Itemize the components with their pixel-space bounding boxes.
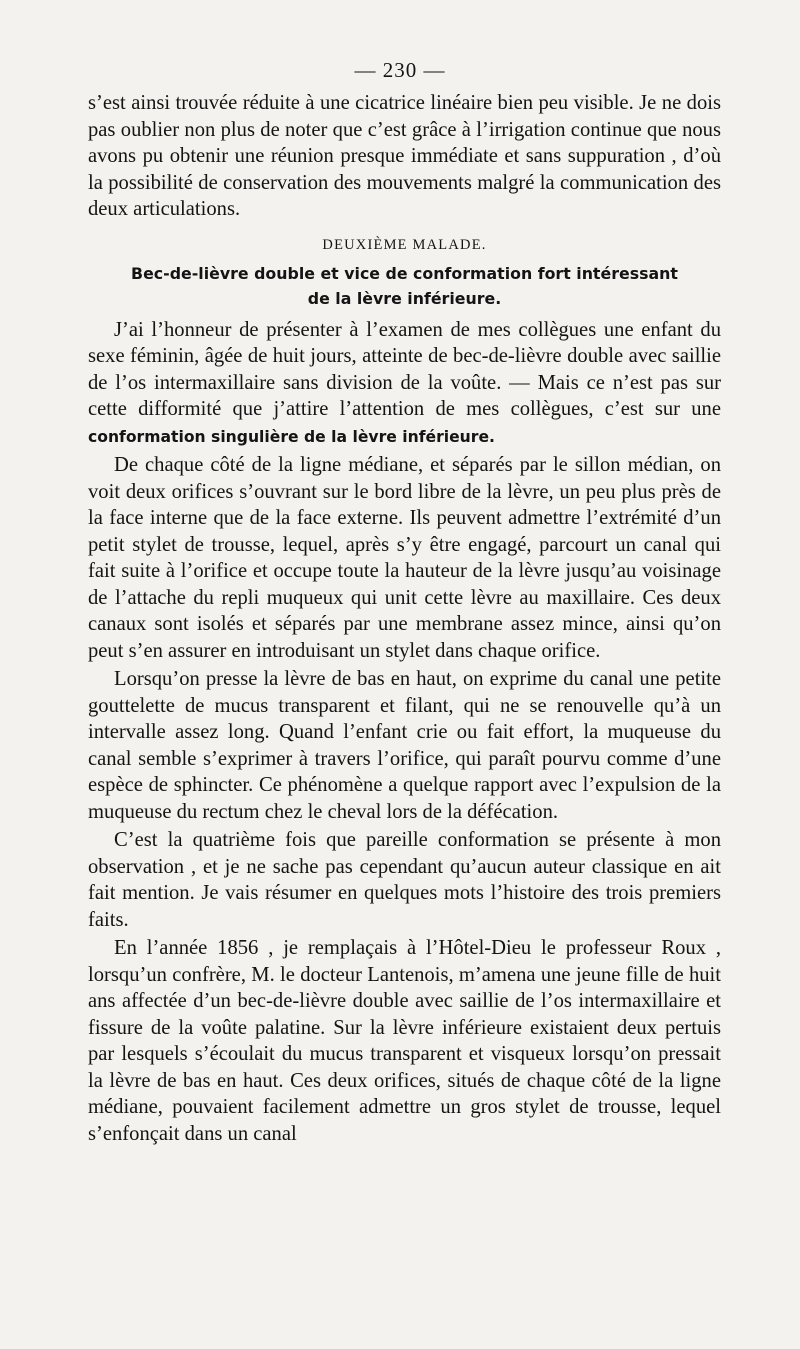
- paragraph-continuation: s’est ainsi trouvée réduite à une cicatrice linéaire bien peu visible. Je ne dois pas oublier non plus de noter que c’est grâce à l’irrigation continue que nous avons pu obtenir une réunion presque immédiate et sans suppuration , d’où la possibilité de conservation des mouvements malgré la communication des deux articulations.: [88, 92, 721, 220]
- section-header: DEUXIÈME MALADE.: [322, 236, 487, 253]
- paragraph-history: C’est la quatrième fois que pareille conformation se présente à mon observation , et je ne sache pas cependant qu’aucun auteur classique en ait fait mention. Je vais résumer en quelques mots l’histoire des trois premiers faits.: [88, 829, 721, 931]
- paragraph-description: De chaque côté de la ligne médiane, et séparés par le sillon médian, on voit deux orifices s’ouvrant sur le bord libre de la lèvre, un peu plus près de la face interne que de la face externe. Ils peuvent admettre l’extrémité d’un petit stylet de trousse, lequel, après s’y être engagé, parcourt un canal qui fait suite à l’orifice et occupe toute la hauteur de la lèvre jusqu’au voisinage de l’attache du repli muqueux qui unit cette lèvre au maxillaire. Ces deux canaux sont isolés et séparés par une membrane assez mince, ainsi qu’on peut s’en assurer en introduisant un stylet dans chaque orifice.: [88, 454, 721, 662]
- body-text: [88, 90, 721, 1147]
- subtitle-line-1: Bec-de-lièvre double et vice de conformation fort intéressant: [131, 263, 678, 283]
- paragraph-presentation: [88, 317, 721, 451]
- page-number: — 230 —: [354, 58, 446, 82]
- subtitle-line-2: de la lèvre inférieure.: [307, 288, 502, 308]
- paragraph-case-1856: En l’année 1856 , je remplaçais à l’Hôtel-Dieu le professeur Roux , lorsqu’un confrère, M. le docteur Lantenois, m’amena une jeune fille de huit ans affectée d’un bec-de-lièvre double avec saillie de l’os intermaxillaire et fissure de la voûte palatine. Sur la lèvre inférieure existaient deux pertuis par lesquels s’écoulait du mucus transparent et visqueux lorsqu’on pressait la lèvre de bas en haut. Ces deux orifices, situés de chaque côté de la ligne médiane, pouvaient facilement admettre un gros stylet de trousse, lequel s’enfonçait dans un canal: [88, 937, 721, 1145]
- emphasized-phrase: conformation singulière de la lèvre inférieure.: [88, 427, 495, 446]
- paragraph-observation: Lorsqu’on presse la lèvre de bas en haut, on exprime du canal une petite gouttelette de mucus transparent et filant, qui ne se renouvelle qu’à un intervalle assez long. Quand l’enfant crie ou fait effort, la muqueuse du canal semble s’exprimer à travers l’orifice, qui paraît pourvu comme d’une espèce de sphincter. Ce phénomène a quelque rapport avec l’expulsion de la muqueuse du rectum chez le cheval lors de la défécation.: [88, 668, 721, 823]
- section-subtitle: [88, 261, 721, 311]
- paragraph-presentation-text: J’ai l’honneur de présenter à l’examen de mes collègues une enfant du sexe féminin, âgée de huit jours, atteinte de bec-de-lièvre double avec saillie de l’os intermaxillaire sans division de la voûte. — Mais ce n’est pas sur cette difformité que j’attire l’attention de mes collègues, c’est sur une: [88, 318, 721, 420]
